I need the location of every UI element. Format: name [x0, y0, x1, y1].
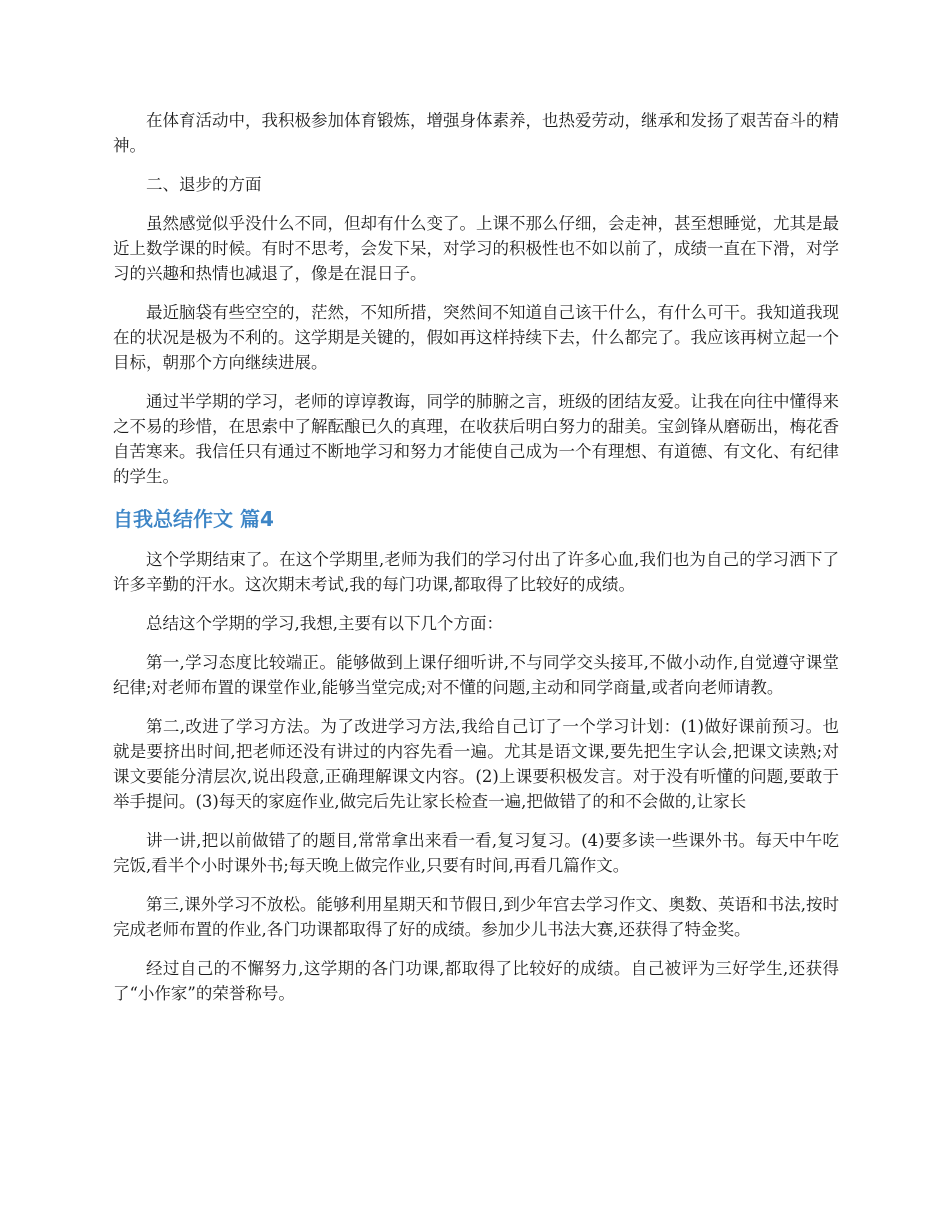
section-heading: 自我总结作文 篇4 [113, 507, 274, 531]
paragraph-confusion: 最近脑袋有些空空的，茫然，不知所措，突然间不知道自己该干什么，有什么可干。我知道我现在的状况是极为不利的。这学期是关键的，假如再这样持续下去，什么都完了。我应该再树立起一个目标，朝那个方向继续进展。 [113, 303, 839, 372]
subheading-regression: 二、退步的方面 [146, 175, 262, 194]
paragraph-half-term: 通过半学期的学习，老师的谆谆教诲，同学的肺腑之言，班级的团结友爱。让我在向往中懂得来之不易的珍惜，在思索中了解酝酿已久的真理，在收获后明白努力的甜美。宝剑锋从磨砺出，梅花香自苦寒来。我信任只有通过不断地学习和努力才能使自己成为一个有理想、有道德、有文化、有纪律的学生。 [113, 392, 839, 486]
paragraph-third-point: 第三,课外学习不放松。能够利用星期天和节假日,到少年宫去学习作文、奥数、英语和书法,按时完成老师布置的作业,各门功课都取得了好的成绩。参加少儿书法大赛,还获得了特金奖。 [113, 895, 839, 939]
paragraph-summary-intro: 总结这个学期的学习,我想,主要有以下几个方面： [146, 614, 503, 633]
paragraph-first-point: 第一,学习态度比较端正。能够做到上课仔细听讲,不与同学交头接耳,不做小动作,自觉遵守课堂纪律;对老师布置的课堂作业,能够当堂完成;对不懂的问题,主动和同学商量,或者向老师请教。 [113, 653, 839, 697]
paragraph-second-point: 第二,改进了学习方法。为了改进学习方法,我给自己订了一个学习计划：(1)做好课前预习。也就是要挤出时间,把老师还没有讲过的内容先看一遍。尤其是语文课,要先把生字认会,把课文读熟;对课文要能分清层次,说出段意,正确理解课文内容。(2)上课要积极发言。对于没有听懂的问题,要敢于举手提问。(3)每天的家庭作业,做完后先让家长检查一遍,把做错了的和不会做的,让家长 [113, 717, 839, 811]
paragraph-term-end: 这个学期结束了。在这个学期里,老师为我们的学习付出了许多心血,我们也为自己的学习洒下了许多辛勤的汗水。这次期末考试,我的每门功课,都取得了比较好的成绩。 [113, 550, 839, 594]
document-page [113, 108, 839, 1020]
paragraph-sports: 在体育活动中，我积极参加体育锻炼，增强身体素养，也热爱劳动，继承和发扬了艰苦奋斗的精神。 [113, 111, 839, 155]
paragraph-distraction: 虽然感觉似乎没什么不同，但却有什么变了。上课不那么仔细，会走神，甚至想睡觉，尤其是最近上数学课的时候。有时不思考，会发下呆，对学习的积极性也不如以前了，成绩一直在下滑，对学习的兴趣和热情也减退了，像是在混日子。 [113, 214, 839, 283]
paragraph-second-point-cont: 讲一讲,把以前做错了的题目,常常拿出来看一看,复习复习。(4)要多读一些课外书。每天中午吃完饭,看半个小时课外书;每天晚上做完作业,只要有时间,再看几篇作文。 [113, 831, 839, 875]
paragraph-conclusion: 经过自己的不懈努力,这学期的各门功课,都取得了比较好的成绩。自己被评为三好学生,还获得了“小作家”的荣誉称号。 [113, 959, 839, 1003]
